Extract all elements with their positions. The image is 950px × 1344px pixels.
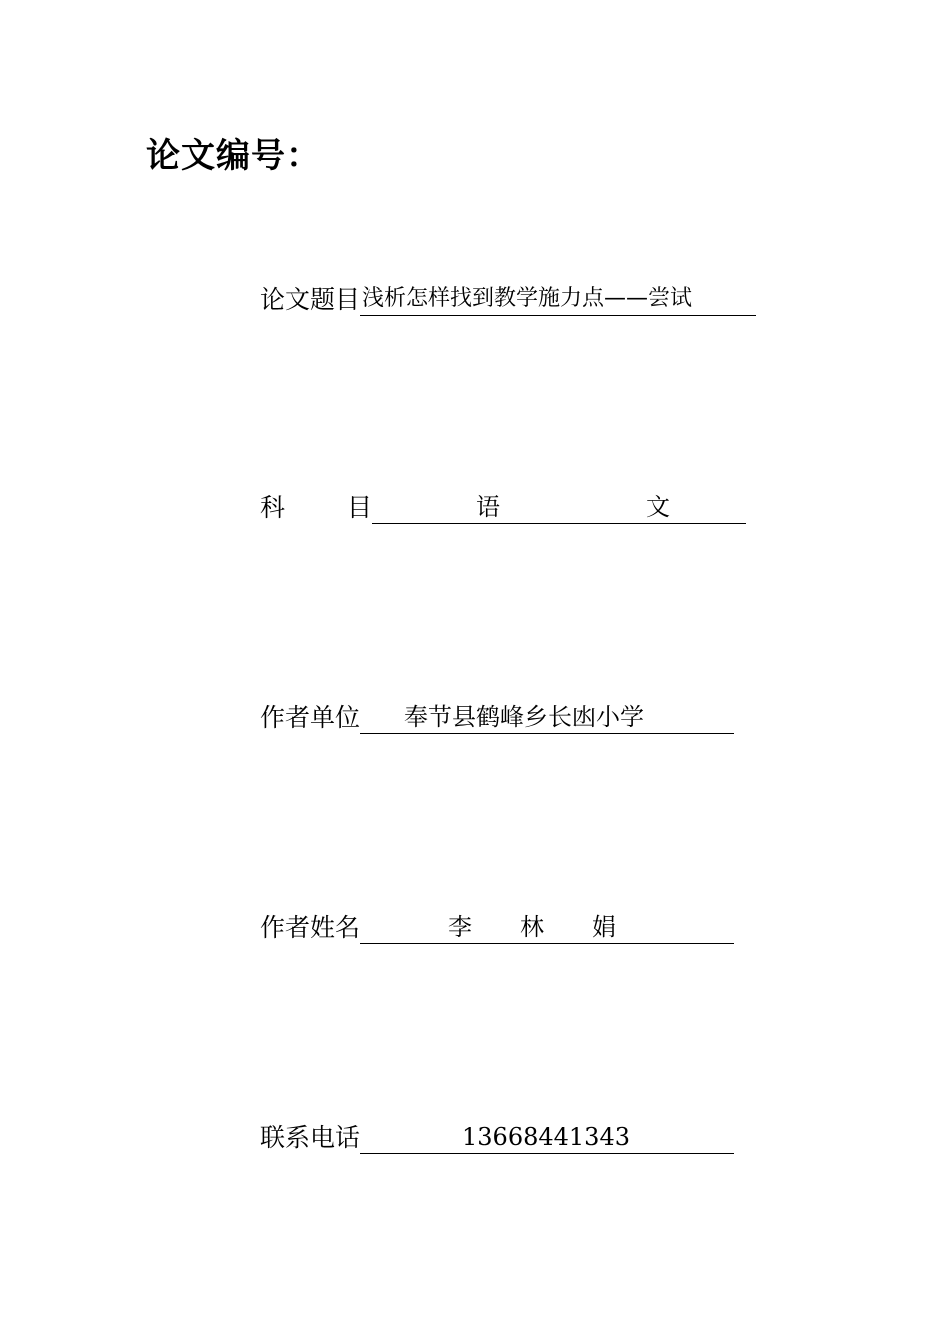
name-value-char-1: 李 [448, 913, 473, 941]
subject-value-char-2: 文 [646, 493, 670, 521]
name-label: 作者姓名 [260, 913, 361, 942]
subject-field-row [260, 484, 746, 524]
title-label: 论文题目 [260, 285, 361, 314]
title-value-line [360, 283, 756, 316]
phone-field-row [260, 1114, 734, 1154]
title-value: 浅析怎样找到教学施力点——尝试 [362, 286, 693, 311]
phone-value: 13668441343 [462, 1123, 630, 1151]
name-field-row [260, 904, 734, 944]
subject-value-line [372, 491, 746, 524]
subject-label-char-2: 目 [346, 493, 372, 522]
unit-label: 作者单位 [260, 703, 361, 732]
unit-value-line [360, 701, 734, 734]
name-value-char-2: 林 [520, 913, 545, 941]
unit-field-row [260, 694, 734, 734]
subject-label-char-1: 科 [260, 493, 286, 522]
title-field-row [260, 276, 756, 316]
subject-value-char-1: 语 [476, 493, 500, 521]
document-number-label: 论文编号： [146, 136, 321, 176]
name-value-line [360, 911, 734, 944]
phone-label: 联系电话 [260, 1123, 361, 1152]
subject-label [260, 492, 372, 524]
name-value-char-3: 娟 [592, 913, 617, 941]
phone-value-line [360, 1121, 734, 1154]
unit-value: 奉节县鹤峰乡长凼小学 [404, 703, 645, 731]
